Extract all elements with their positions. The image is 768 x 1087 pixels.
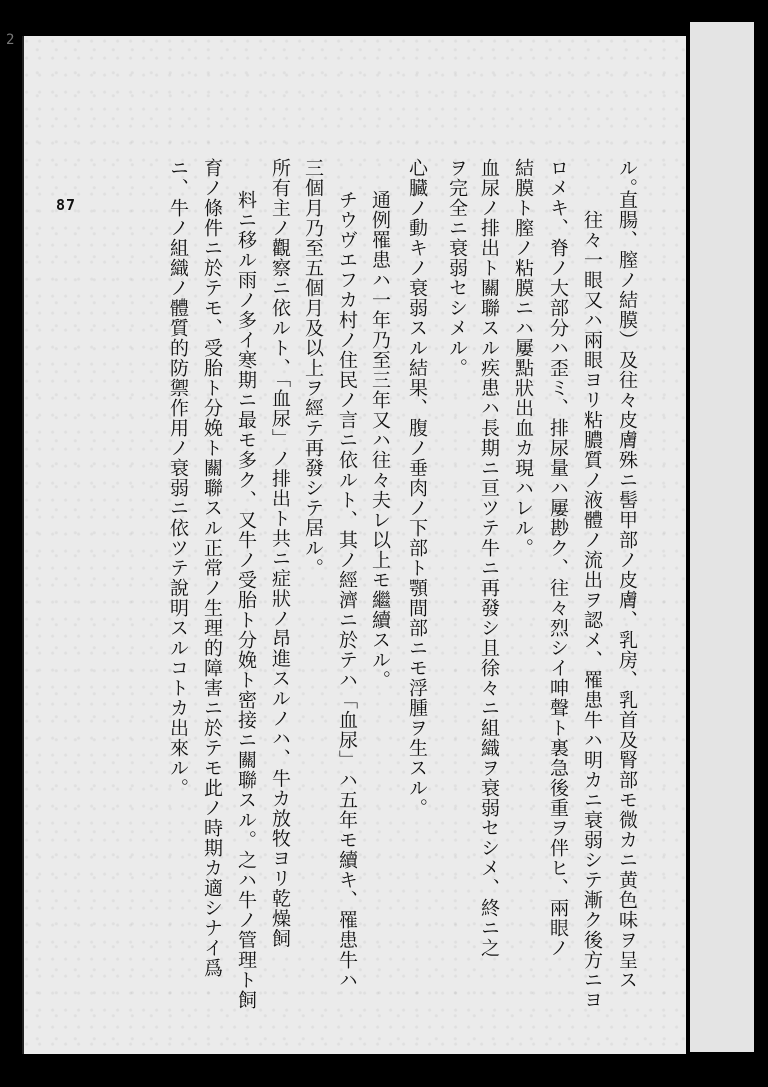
text-column: 育ノ條件ニ於テモ、受胎ト分娩ト關聯スル正常ノ生理的障害ニ於テモ此ノ時期カ適シナイ爲 [201, 158, 223, 978]
text-column: 往々一眼又ハ兩眼ヨリ粘膿質ノ液體ノ流出ヲ認メ、罹患牛ハ明カニ衰弱シテ漸ク後方ニヨ [581, 210, 603, 1010]
text-column: 所有主ノ觀察ニ依ルト、「血尿」ノ排出ト共ニ症狀ノ昂進スルノハ、牛カ放牧ヨリ乾燥飼 [269, 158, 291, 949]
text-column: 三個月乃至五個月及以上ヲ經テ再發シテ居ル。 [302, 158, 324, 578]
page-number: 87 [56, 196, 77, 214]
text-column: 直腸、膣ノ結膜）及往々皮膚殊ニ髻甲部ノ皮膚、乳房、乳首及腎部モ微カニ黄色味ヲ呈ス [616, 190, 638, 990]
page-corner-mark: 2 [6, 32, 15, 48]
text-column: 心臓ノ動キノ衰弱スル結果、腹ノ垂肉ノ下部ト顎間部ニモ浮腫ヲ生スル。 [406, 158, 428, 818]
adjacent-page-strip [690, 22, 754, 1052]
text-column: ニ、牛ノ組織ノ體質的防禦作用ノ衰弱ニ依ツテ說明スルコトカ出來ル。 [167, 158, 189, 798]
text-column: チウヴエフカ村ノ住民ノ言ニ依ルト、其ノ經濟ニ於テハ「血尿」ハ五年モ續キ、罹患牛ハ [336, 190, 358, 990]
text-column: ヲ完全ニ衰弱セシメル。 [446, 158, 468, 378]
text-column: 通例罹患ハ一年乃至三年又ハ往々夫レ以上モ繼續スル。 [369, 190, 391, 690]
text-column: 料ニ移ル雨ノ多イ寒期ニ最モ多ク、又牛ノ受胎ト分娩ト密接ニ關聯スル。之ハ牛ノ管理ト飼 [235, 190, 257, 1010]
text-column: ロメキ、脊ノ大部分ハ歪ミ、排尿量ハ屢尠ク、往々烈シイ呻聲ト裏急後重ヲ伴ヒ、兩眼ノ [547, 158, 569, 958]
text-column: 結膜ト膣ノ粘膜ニハ屢點狀出血カ現ハレル。 [512, 158, 534, 558]
text-column: 血尿ノ排出ト關聯スル疾患ハ長期ニ亘ツテ牛ニ再發シ且徐々ニ組織ヲ衰弱セシメ、終ニ之 [478, 158, 500, 958]
text-column: ル。 [616, 158, 638, 198]
